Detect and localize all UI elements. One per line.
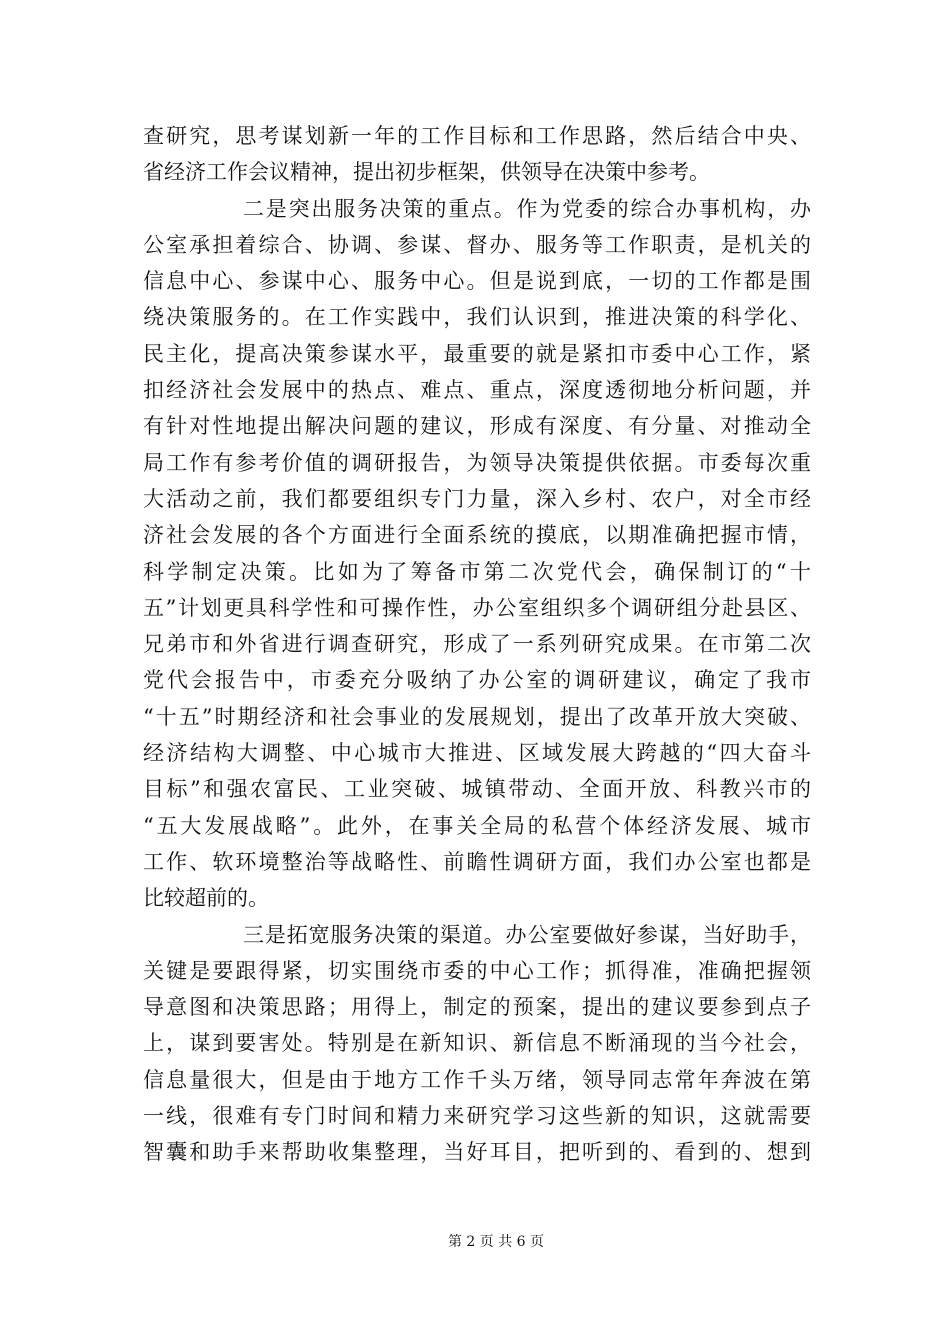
text-line: 查研究，思考谋划新一年的工作目标和工作思路，然后结合中央、: [143, 124, 811, 148]
text-line: 五”计划更具科学性和可操作性，办公室组织多个调研组分赴县区、: [143, 595, 811, 620]
text-line: 民主化，提高决策参谋水平，最重要的就是紧扣市委中心工作，紧: [143, 341, 811, 366]
text-line: 二是突出服务决策的重点。作为党委的综合办事机构，办: [243, 196, 811, 221]
text-line: 关键是要跟得紧，切实围绕市委的中心工作；抓得准，准确把握领: [143, 958, 811, 983]
text-line: 一线，很难有专门时间和精力来研究学习这些新的知识，这就需要: [143, 1104, 811, 1129]
text-line: 兄弟市和外省进行调查研究，形成了一系列研究成果。在市第二次: [143, 632, 811, 657]
text-line: “五大发展战略”。此外，在事关全局的私营个体经济发展、城市: [143, 813, 811, 838]
text-line: 信息量很大，但是由于地方工作千头万绪，领导同志常年奔波在第: [143, 1067, 811, 1092]
text-line: 党代会报告中，市委充分吸纳了办公室的调研建议，确定了我市: [143, 668, 811, 693]
text-line: 目标”和强农富民、工业突破、城镇带动、全面开放、科教兴市的: [143, 777, 811, 802]
text-line: 有针对性地提出解决问题的建议，形成有深度、有分量、对推动全: [143, 414, 811, 439]
text-line: 大活动之前，我们都要组织专门力量，深入乡村、农户，对全市经: [143, 486, 811, 511]
text-line: 导意图和决策思路；用得上，制定的预案，提出的建议要参到点子: [143, 995, 811, 1020]
text-line: 智囊和助手来帮助收集整理，当好耳目，把听到的、看到的、想到: [143, 1140, 811, 1165]
text-line: 绕决策服务的。在工作实践中，我们认识到，推进决策的科学化、: [143, 305, 811, 330]
text-line: 扣经济社会发展中的热点、难点、重点，深度透彻地分析问题，并: [143, 378, 811, 403]
text-line: 比较超前的。: [143, 886, 269, 911]
text-line: 局工作有参考价值的调研报告，为领导决策提供依据。市委每次重: [143, 450, 811, 475]
text-line: 省经济工作会议精神，提出初步框架，供领导在决策中参考。: [143, 160, 710, 185]
text-line: 公室承担着综合、协调、参谋、督办、服务等工作职责，是机关的: [143, 232, 811, 257]
text-line: “十五”时期经济和社会事业的发展规划，提出了改革开放大突破、: [143, 704, 811, 729]
text-line: 科学制定决策。比如为了筹备市第二次党代会，确保制订的“十: [143, 559, 811, 584]
text-line: 三是拓宽服务决策的渠道。办公室要做好参谋，当好助手，: [243, 922, 811, 947]
document-body: [143, 118, 811, 1171]
page-footer: 第 2 页 共 6 页: [447, 1234, 545, 1250]
text-line: 经济结构大调整、中心城市大推进、区域发展大跨越的“四大奋斗: [143, 741, 811, 766]
text-line: 济社会发展的各个方面进行全面系统的摸底，以期准确把握市情，: [143, 523, 811, 548]
text-line: 工作、软环境整治等战略性、前瞻性调研方面，我们办公室也都是: [143, 849, 811, 874]
text-line: 上，谋到要害处。特别是在新知识、新信息不断涌现的当今社会，: [143, 1031, 811, 1056]
text-line: 信息中心、参谋中心、服务中心。但是说到底，一切的工作都是围: [143, 269, 811, 294]
